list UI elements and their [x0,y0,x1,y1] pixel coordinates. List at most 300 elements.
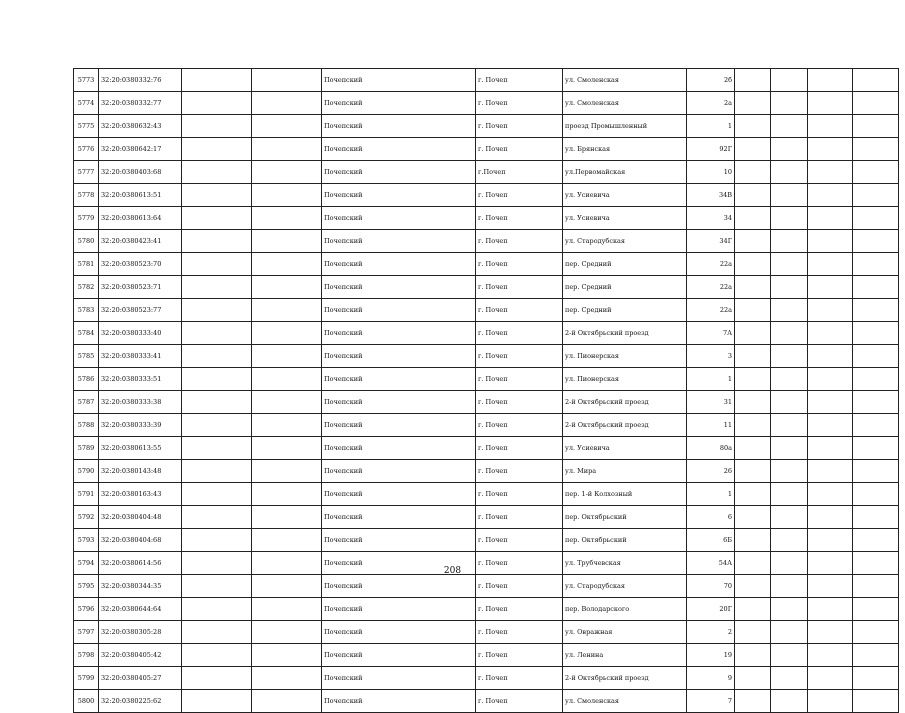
row-number-cell: 5788 [74,414,99,437]
empty-cell [182,276,252,299]
empty-cell [771,644,808,667]
street-cell: ул. Усиевича [563,437,687,460]
empty-cell [853,460,899,483]
house-number-cell: 2б [687,69,735,92]
town-cell: г. Почеп [476,184,563,207]
table-row [74,667,899,690]
empty-cell [735,483,771,506]
town-cell: г. Почеп [476,483,563,506]
town-cell: г. Почеп [476,414,563,437]
cadastral-number-cell: 32:20:0380644:64 [99,598,182,621]
house-number-cell: 70 [687,575,735,598]
row-number-cell: 5773 [74,69,99,92]
house-number-cell: 22а [687,276,735,299]
empty-cell [771,391,808,414]
street-cell: ул. Брянская [563,138,687,161]
table-row [74,483,899,506]
empty-cell [735,644,771,667]
empty-cell [808,115,853,138]
table-row [74,207,899,230]
empty-cell [808,598,853,621]
empty-cell [771,299,808,322]
empty-cell [808,161,853,184]
empty-cell [252,575,322,598]
empty-cell [771,598,808,621]
empty-cell [771,506,808,529]
empty-cell [808,276,853,299]
table-row [74,368,899,391]
empty-cell [853,598,899,621]
empty-cell [735,529,771,552]
empty-cell [771,115,808,138]
empty-cell [182,391,252,414]
empty-cell [808,253,853,276]
district-cell: Почепский [322,299,476,322]
empty-cell [182,207,252,230]
row-number-cell: 5778 [74,184,99,207]
empty-cell [252,598,322,621]
row-number-cell: 5789 [74,437,99,460]
empty-cell [771,207,808,230]
empty-cell [853,368,899,391]
table-row [74,391,899,414]
empty-cell [252,437,322,460]
empty-cell [735,345,771,368]
empty-cell [771,621,808,644]
town-cell: г. Почеп [476,69,563,92]
cadastral-number-cell: 32:20:0380423:41 [99,230,182,253]
row-number-cell: 5794 [74,552,99,575]
empty-cell [853,161,899,184]
house-number-cell: 9 [687,667,735,690]
empty-cell [808,483,853,506]
empty-cell [182,184,252,207]
town-cell: г. Почеп [476,345,563,368]
district-cell: Почепский [322,667,476,690]
row-number-cell: 5792 [74,506,99,529]
empty-cell [252,207,322,230]
row-number-cell: 5800 [74,690,99,713]
town-cell: г. Почеп [476,92,563,115]
cadastral-number-cell: 32:20:0380333:40 [99,322,182,345]
cadastral-number-cell: 32:20:0380403:68 [99,161,182,184]
row-number-cell: 5783 [74,299,99,322]
street-cell: ул. Мира [563,460,687,483]
empty-cell [735,276,771,299]
empty-cell [735,506,771,529]
street-cell: ул. Ленина [563,644,687,667]
cadastral-number-cell: 32:20:0380404:68 [99,529,182,552]
empty-cell [771,460,808,483]
row-number-cell: 5786 [74,368,99,391]
house-number-cell: 11 [687,414,735,437]
empty-cell [182,529,252,552]
street-cell: ул. Смоленская [563,92,687,115]
town-cell: г. Почеп [476,138,563,161]
town-cell: г. Почеп [476,644,563,667]
cadastral-number-cell: 32:20:0380333:38 [99,391,182,414]
table-row [74,115,899,138]
house-number-cell: 7А [687,322,735,345]
house-number-cell: 92Г [687,138,735,161]
street-cell: пер. Средний [563,276,687,299]
table-row [74,253,899,276]
empty-cell [808,644,853,667]
empty-cell [808,69,853,92]
row-number-cell: 5796 [74,598,99,621]
cadastral-number-cell: 32:20:0380523:70 [99,253,182,276]
table-row [74,69,899,92]
table-row [74,322,899,345]
empty-cell [771,437,808,460]
empty-cell [853,92,899,115]
empty-cell [735,414,771,437]
empty-cell [252,161,322,184]
empty-cell [182,92,252,115]
empty-cell [771,161,808,184]
cadastral-number-cell: 32:20:0380332:76 [99,69,182,92]
table-row [74,184,899,207]
empty-cell [252,529,322,552]
empty-cell [771,667,808,690]
cadastral-number-cell: 32:20:0380613:51 [99,184,182,207]
empty-cell [252,276,322,299]
empty-cell [771,575,808,598]
empty-cell [808,690,853,713]
cadastral-number-cell: 32:20:0380163:43 [99,483,182,506]
house-number-cell: 1 [687,483,735,506]
town-cell: г. Почеп [476,276,563,299]
empty-cell [853,207,899,230]
empty-cell [853,299,899,322]
empty-cell [182,230,252,253]
street-cell: 2-й Октябрьский проезд [563,667,687,690]
cadastral-number-cell: 32:20:0380305:28 [99,621,182,644]
empty-cell [252,299,322,322]
table-row [74,414,899,437]
table-row [74,506,899,529]
row-number-cell: 5780 [74,230,99,253]
district-cell: Почепский [322,207,476,230]
street-cell: ул. Смоленская [563,690,687,713]
house-number-cell: 20Г [687,598,735,621]
empty-cell [252,644,322,667]
house-number-cell: 54А [687,552,735,575]
empty-cell [808,575,853,598]
empty-cell [252,69,322,92]
empty-cell [853,575,899,598]
house-number-cell: 1 [687,368,735,391]
empty-cell [252,253,322,276]
empty-cell [771,345,808,368]
town-cell: г. Почеп [476,253,563,276]
street-cell: ул. Стародубская [563,230,687,253]
street-cell: ул. Пионерская [563,345,687,368]
empty-cell [252,138,322,161]
empty-cell [853,391,899,414]
empty-cell [853,437,899,460]
empty-cell [182,644,252,667]
empty-cell [735,138,771,161]
district-cell: Почепский [322,184,476,207]
empty-cell [735,207,771,230]
town-cell: г. Почеп [476,391,563,414]
empty-cell [771,184,808,207]
house-number-cell: 34 [687,207,735,230]
row-number-cell: 5799 [74,667,99,690]
table-row [74,644,899,667]
street-cell: 2-й Октябрьский проезд [563,322,687,345]
empty-cell [771,322,808,345]
empty-cell [252,230,322,253]
district-cell: Почепский [322,621,476,644]
street-cell: пер. Средний [563,299,687,322]
empty-cell [853,322,899,345]
row-number-cell: 5777 [74,161,99,184]
empty-cell [182,483,252,506]
empty-cell [735,667,771,690]
empty-cell [771,690,808,713]
empty-cell [252,460,322,483]
street-cell: ул. Усиевича [563,207,687,230]
empty-cell [853,690,899,713]
town-cell: г. Почеп [476,621,563,644]
empty-cell [182,667,252,690]
street-cell: ул. Усиевича [563,184,687,207]
empty-cell [808,529,853,552]
table-row [74,345,899,368]
empty-cell [182,161,252,184]
table-row [74,161,899,184]
house-number-cell: 19 [687,644,735,667]
empty-cell [182,621,252,644]
empty-cell [735,690,771,713]
empty-cell [808,368,853,391]
district-cell: Почепский [322,690,476,713]
empty-cell [771,368,808,391]
table-row [74,92,899,115]
table-row [74,230,899,253]
empty-cell [771,483,808,506]
empty-cell [853,529,899,552]
town-cell: г. Почеп [476,529,563,552]
row-number-cell: 5795 [74,575,99,598]
street-cell: 2-й Октябрьский проезд [563,391,687,414]
table-row [74,690,899,713]
district-cell: Почепский [322,598,476,621]
town-cell: г. Почеп [476,368,563,391]
empty-cell [808,621,853,644]
empty-cell [182,460,252,483]
cadastral-number-cell: 32:20:0380613:55 [99,437,182,460]
empty-cell [853,230,899,253]
cadastral-number-cell: 32:20:0380642:17 [99,138,182,161]
street-cell: ул. Пионерская [563,368,687,391]
table-row [74,621,899,644]
empty-cell [182,368,252,391]
house-number-cell: 31 [687,391,735,414]
empty-cell [771,230,808,253]
empty-cell [182,690,252,713]
town-cell: г. Почеп [476,230,563,253]
empty-cell [808,92,853,115]
district-cell: Почепский [322,69,476,92]
cadastral-number-cell: 32:20:0380344:35 [99,575,182,598]
empty-cell [853,345,899,368]
town-cell: г. Почеп [476,690,563,713]
empty-cell [252,621,322,644]
district-cell: Почепский [322,552,476,575]
empty-cell [808,667,853,690]
empty-cell [808,437,853,460]
empty-cell [808,299,853,322]
town-cell: г. Почеп [476,460,563,483]
empty-cell [182,506,252,529]
district-cell: Почепский [322,92,476,115]
table-row [74,529,899,552]
town-cell: г. Почеп [476,322,563,345]
cadastral-number-cell: 32:20:0380632:43 [99,115,182,138]
empty-cell [252,414,322,437]
district-cell: Почепский [322,506,476,529]
district-cell: Почепский [322,368,476,391]
empty-cell [771,138,808,161]
house-number-cell: 22а [687,253,735,276]
table-row [74,437,899,460]
district-cell: Почепский [322,460,476,483]
table-row [74,575,899,598]
row-number-cell: 5782 [74,276,99,299]
cadastral-number-cell: 32:20:0380332:77 [99,92,182,115]
house-number-cell: 34В [687,184,735,207]
street-cell: 2-й Октябрьский проезд [563,414,687,437]
cadastral-number-cell: 32:20:0380333:39 [99,414,182,437]
district-cell: Почепский [322,437,476,460]
house-number-cell: 80а [687,437,735,460]
empty-cell [735,253,771,276]
empty-cell [853,138,899,161]
empty-cell [182,414,252,437]
empty-cell [735,575,771,598]
row-number-cell: 5790 [74,460,99,483]
empty-cell [771,529,808,552]
empty-cell [853,644,899,667]
empty-cell [808,414,853,437]
empty-cell [853,115,899,138]
empty-cell [853,414,899,437]
street-cell: проезд Промышленный [563,115,687,138]
district-cell: Почепский [322,644,476,667]
district-cell: Почепский [322,575,476,598]
cadastral-number-cell: 32:20:0380523:71 [99,276,182,299]
row-number-cell: 5787 [74,391,99,414]
cadastral-number-cell: 32:20:0380523:77 [99,299,182,322]
empty-cell [182,299,252,322]
house-number-cell: 10 [687,161,735,184]
table-row [74,598,899,621]
house-number-cell: 26 [687,460,735,483]
empty-cell [252,115,322,138]
house-number-cell: 2а [687,92,735,115]
empty-cell [808,345,853,368]
empty-cell [182,598,252,621]
empty-cell [252,483,322,506]
row-number-cell: 5797 [74,621,99,644]
street-cell: пер. 1-й Колхозный [563,483,687,506]
empty-cell [735,322,771,345]
empty-cell [853,483,899,506]
table-row [74,138,899,161]
empty-cell [808,207,853,230]
empty-cell [252,322,322,345]
empty-cell [771,92,808,115]
house-number-cell: 7 [687,690,735,713]
house-number-cell: 2 [687,621,735,644]
street-cell: ул. Трубчевская [563,552,687,575]
cadastral-number-cell: 32:20:0380405:42 [99,644,182,667]
cadastral-number-cell: 32:20:0380404:48 [99,506,182,529]
district-cell: Почепский [322,391,476,414]
street-cell: пер. Октябрьский [563,506,687,529]
town-cell: г. Почеп [476,299,563,322]
town-cell: г. Почеп [476,598,563,621]
empty-cell [853,621,899,644]
house-number-cell: 34Г [687,230,735,253]
house-number-cell: 3 [687,345,735,368]
district-cell: Почепский [322,138,476,161]
empty-cell [808,138,853,161]
row-number-cell: 5776 [74,138,99,161]
empty-cell [735,115,771,138]
house-number-cell: 22а [687,299,735,322]
row-number-cell: 5784 [74,322,99,345]
street-cell: пер. Октябрьский [563,529,687,552]
street-cell: пер. Володарского [563,598,687,621]
cadastral-number-cell: 32:20:0380225:62 [99,690,182,713]
table-row [74,276,899,299]
street-cell: пер. Средний [563,253,687,276]
table-row [74,299,899,322]
house-number-cell: 6 [687,506,735,529]
cadastral-number-cell: 32:20:0380333:51 [99,368,182,391]
empty-cell [252,368,322,391]
empty-cell [252,690,322,713]
empty-cell [735,621,771,644]
row-number-cell: 5775 [74,115,99,138]
town-cell: г. Почеп [476,667,563,690]
cadastral-number-cell: 32:20:0380614:56 [99,552,182,575]
empty-cell [853,253,899,276]
house-number-cell: 6Б [687,529,735,552]
empty-cell [182,69,252,92]
cadastral-number-cell: 32:20:0380143:48 [99,460,182,483]
house-number-cell: 1 [687,115,735,138]
empty-cell [735,368,771,391]
empty-cell [252,92,322,115]
cadastral-number-cell: 32:20:0380405:27 [99,667,182,690]
empty-cell [808,322,853,345]
empty-cell [735,391,771,414]
street-cell: ул. Смоленская [563,69,687,92]
empty-cell [735,184,771,207]
district-cell: Почепский [322,253,476,276]
empty-cell [808,506,853,529]
empty-cell [182,437,252,460]
row-number-cell: 5785 [74,345,99,368]
row-number-cell: 5798 [74,644,99,667]
empty-cell [735,598,771,621]
town-cell: г. Почеп [476,115,563,138]
